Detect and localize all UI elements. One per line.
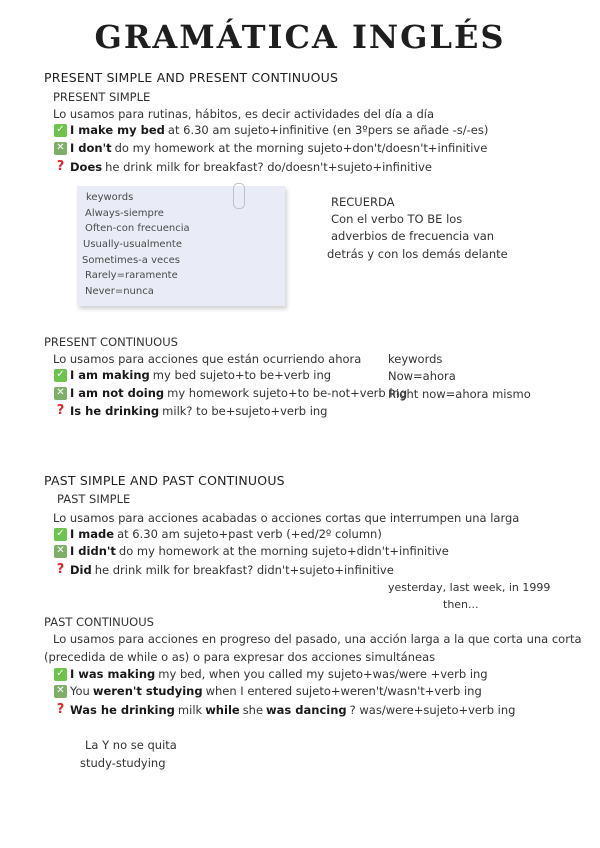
keywords-note (77, 186, 285, 306)
past-continuous-intro-1: Lo usamos para acciones en progreso del pasado, una acción larga a la que corta una corta (53, 632, 582, 646)
past-continuous-negative: ✕ You weren't studying when I entered sujeto+weren't/wasn't+verb ing (54, 684, 482, 698)
spelling-example: study-studying (80, 756, 166, 770)
note-item: Never=nunca (85, 286, 154, 297)
ps-keywords-then: then... (443, 598, 479, 611)
recuerda-line: Con el verbo TO BE los (331, 212, 463, 226)
present-continuous-negative: ✕ I am not doing my homework sujeto+to be-not+verb ing (54, 386, 407, 400)
cross-icon: ✕ (54, 387, 67, 400)
pc-keyword: Right now=ahora mismo (388, 387, 531, 401)
section-heading-present: PRESENT SIMPLE AND PRESENT CONTINUOUS (44, 70, 339, 85)
past-simple-affirmative: ✓ I made at 6.30 am sujeto+past verb (+ed/2º column) (54, 527, 382, 541)
check-icon: ✓ (54, 528, 67, 541)
check-icon: ✓ (54, 668, 67, 681)
past-simple-negative: ✕ I didn't do my homework at the morning sujeto+didn't+infinitive (54, 544, 449, 558)
note-item: keywords (86, 192, 134, 203)
subheading-past-continuous: PAST CONTINUOUS (44, 615, 154, 629)
check-icon: ✓ (54, 369, 67, 382)
subheading-present-simple: PRESENT SIMPLE (53, 90, 151, 104)
cross-icon: ✕ (54, 685, 67, 698)
subheading-present-continuous: PRESENT CONTINUOUS (44, 335, 178, 349)
cross-icon: ✕ (54, 545, 67, 558)
present-simple-question: ? Does he drink milk for breakfast? do/doesn't+sujeto+infinitive (54, 159, 432, 174)
past-simple-question: ? Did he drink milk for breakfast? didn't+sujeto+infinitive (54, 562, 394, 577)
present-continuous-affirmative: ✓ I am making my bed sujeto+to be+verb ing (54, 368, 331, 382)
note-item: Rarely=raramente (85, 270, 178, 281)
note-item: Always-siempre (85, 208, 164, 219)
recuerda-line: detrás y con los demás delante (327, 247, 508, 261)
ps-keywords: yesterday, last week, in 1999 (388, 581, 551, 594)
past-continuous-intro-2: (precedida de while o as) o para expresar dos acciones simultáneas (44, 650, 436, 664)
question-mark-icon: ? (56, 702, 65, 717)
present-continuous-question: ? Is he drinking milk? to be+sujeto+verb ing (54, 403, 327, 418)
note-item: Sometimes-a veces (82, 255, 181, 266)
note-item: Often-con frecuencia (85, 223, 190, 234)
paperclip-icon (233, 183, 245, 209)
spelling-note: La Y no se quita (85, 738, 177, 752)
present-continuous-intro: Lo usamos para acciones que están ocurriendo ahora (53, 352, 362, 366)
page-title: GRAMÁTICA INGLÉS (94, 18, 506, 56)
pc-keyword: Now=ahora (388, 369, 456, 383)
recuerda-title: RECUERDA (331, 195, 395, 209)
note-item: Usually-usualmente (83, 239, 182, 250)
present-simple-affirmative: ✓ I make my bed at 6.30 am sujeto+infinitive (en 3ºpers se añade -s/-es) (54, 123, 488, 137)
past-continuous-affirmative: ✓ I was making my bed, when you called my sujeto+was/were +verb ing (54, 667, 488, 681)
pc-keywords-title: keywords (388, 352, 443, 366)
question-mark-icon: ? (56, 159, 65, 174)
subheading-past-simple: PAST SIMPLE (57, 492, 131, 506)
past-continuous-question: ? Was he drinking milk while she was dancing ? was/were+sujeto+verb ing (54, 702, 515, 717)
recuerda-line: adverbios de frecuencia van (331, 229, 495, 243)
question-mark-icon: ? (56, 403, 65, 418)
question-mark-icon: ? (56, 562, 65, 577)
present-simple-negative: ✕ I don't do my homework at the morning sujeto+don't/doesn't+infinitive (54, 141, 487, 155)
section-heading-past: PAST SIMPLE AND PAST CONTINUOUS (44, 473, 285, 488)
present-simple-intro: Lo usamos para rutinas, hábitos, es decir actividades del día a día (53, 107, 435, 121)
cross-icon: ✕ (54, 142, 67, 155)
check-icon: ✓ (54, 124, 67, 137)
past-simple-intro: Lo usamos para acciones acabadas o acciones cortas que interrumpen una larga (53, 511, 520, 525)
